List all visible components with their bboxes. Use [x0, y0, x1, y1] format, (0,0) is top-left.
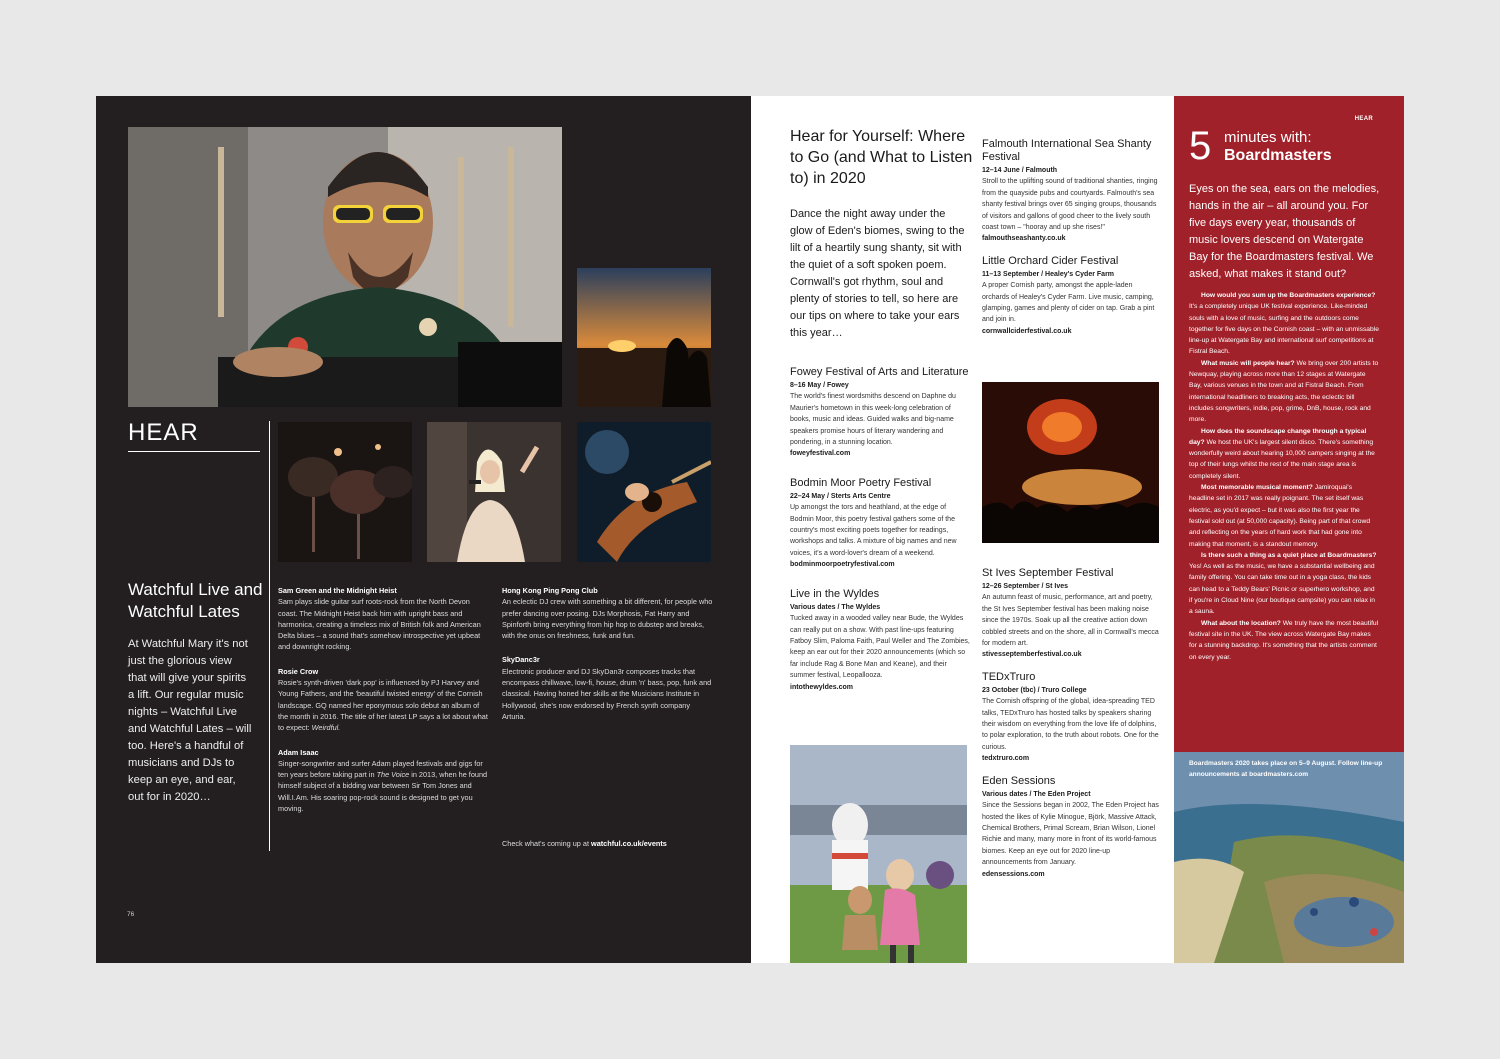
dj-photo [128, 127, 562, 407]
event-title: TEDxTruro [982, 670, 1036, 683]
qa-item: What music will people hear? We bring over 200 artists to Newquay, playing across more than 12 stages at Watergate Bay, various venues in the town and at Fistral Beach. From international headliners to breaking acts, the eclectic bill includes songwriters, indie, pop, grime, DnB, house, rock and more. [1189, 359, 1379, 424]
section-label: HEAR [128, 419, 260, 452]
watchful-intro: At Watchful Mary it's not just the glorious view that will give your spirits a lift. Our regular music nights – Watchful Live and Watchful Lates – will too. Here's a handful of musicians and DJs to keep an eye, and ear, out for in 2020… [128, 638, 252, 803]
event-body: The Cornish offspring of the global, idea-spreading TED talks, TEDxTruro has hosted talks by speakers sharing their wisdom on everything from the love life of dolphins, to polar exploration, to the truth about robots. One for the curious. [982, 698, 1159, 751]
qa-item: What about the location? We truly have the most beautiful festival site in the UK. The view across Watergate Bay makes for a stunning backdrop. It's something that the artists comment on every year. [1189, 619, 1379, 661]
act-text: An eclectic DJ crew with something a bit different, for people who prefer dancing over posing. DJs Morphosis, Fat Harry and Spinforth bring everything from hip hop to dubstep and breaks, with the onus on freshness, funk and fun. [502, 597, 713, 641]
event-body: Since the Sessions began in 2002, The Eden Project has hosted the likes of Kylie Minogue, Björk, Massive Attack, Chemical Brothers, Primal Scream, Brian Wilson, Lionel Richie and many, many more in front of its world-famous biomes. Keep an eye out for 2020 line-up announcements from January. [982, 802, 1159, 867]
event-url[interactable]: falmouthseashanty.co.uk [982, 235, 1066, 243]
event-item [982, 138, 1160, 245]
event-item [982, 671, 1160, 765]
act-name: Sam Green and the Midnight Heist [278, 586, 397, 595]
events-column-right [982, 138, 1160, 337]
sunset-photo [577, 268, 711, 407]
event-title: Bodmin Moor Poetry Festival [790, 476, 932, 489]
act-name: Adam Isaac [278, 747, 319, 757]
act-text: Rosie's synth-driven 'dark pop' is influenced by PJ Harvey and Young Fathers, and the 'beautiful twisted energy' of the Cornish landscape. GQ named her eponymous solo debut an album of the month in 2016. The title of her latest LP says a lot about what to expect: Weirdful. [278, 678, 488, 733]
left-page [96, 96, 751, 963]
act-text: Electronic producer and DJ SkyDan3r composes tracks that encompass chillwave, low-fi, house, drum 'n' bass, pop, funk and classical. Having honed her skills at the Musicians Institute in Hollywood, she's now endorsed by French synth company Arturia. [502, 666, 712, 721]
glasses-photo [278, 422, 412, 562]
event-body: A proper Cornish party, amongst the apple-laden orchards of Healey's Cyder Farm. Live music, camping, glamping, games and plenty of cider on tap. Grab a pint and join in. [982, 282, 1155, 324]
event-title: Falmouth International Sea Shanty Festival [982, 138, 1152, 163]
act-text: Singer-songwriter and surfer Adam played festivals and gigs for ten years before taking part in The Voice in 2013, when he found himself subject of a bidding war between Sir Tom Jones and Will.I.Am. His soaring pop-rock sound is designed to get you moving. [278, 758, 488, 814]
event-url[interactable]: stivesseptemberfestival.co.uk [982, 651, 1082, 659]
heading-line-2: Boardmasters [1224, 147, 1332, 164]
event-meta: Various dates / The Eden Project [982, 790, 1091, 798]
event-title: Eden Sessions [982, 774, 1056, 787]
event-meta: 11–13 September / Healey's Cyder Farm [982, 270, 1115, 278]
act-item [278, 585, 491, 653]
event-item [982, 567, 1160, 661]
right-page [1174, 96, 1404, 963]
event-meta: 12–14 June / Falmouth [982, 167, 1058, 174]
qa-item: Most memorable musical moment? Jamiroquai's headline set in 2017 was really poignant. The set itself was electric, as you'd expect – but it was also the first year the festival sold out (at 50,000 capacity). Being part of that crowd and reflecting on the years of hard work that had gone into making that moment, is a standout memory. [1189, 484, 1371, 548]
event-item [790, 588, 970, 693]
qa-item: How would you sum up the Boardmasters experience? It's a completely unique UK festival experience. Like-minded souls with a love of music, surfing and the outdoors come together for five days on the Cornish coast – with an unmissable line-up at Watergate Bay and international surf competitions at Fistral Beach. [1189, 292, 1379, 356]
feature-intro: Eyes on the sea, ears on the melodies, hands in the air – all around you. For five days every year, thousands of music lovers descend on Watergate Bay for the Boardmasters festival. We asked, what makes it stand out? [1189, 183, 1380, 280]
guitar-photo [577, 422, 711, 562]
page-intro: Dance the night away under the glow of Eden's biomes, swing to the lilt of a heartily sung shanty, sit with the quiet of a soft spoken poem. Cornwall's got rhythm, soul and plenty of stories to tell, so here are our tips on where to take your ears this year… [790, 208, 965, 339]
section-tag: HEAR [1354, 116, 1373, 122]
events-link[interactable]: watchful.co.uk/events [591, 839, 667, 848]
event-body: Up amongst the tors and heathland, at the edge of Bodmin Moor, this poetry festival gathers some of the country's most exciting poets together for readings, workshops and talks. A mixture of big names and new voices, it's a word-lover's dream of a weekend. [790, 504, 957, 557]
qa-block [1189, 290, 1379, 663]
heading-line-1: minutes with: [1224, 129, 1312, 146]
divider-line [269, 421, 270, 851]
acts-column-2 [502, 585, 714, 735]
act-name: Hong Kong Ping Pong Club [502, 586, 598, 595]
act-item [278, 666, 491, 734]
act-text: Sam plays slide guitar surf roots-rock from the North Devon coast. The Midnight Heist back him with upright bass and harmonica, creating a timeless mix of British folk and American Delta blues – a sound that's somehow introspective yet upbeat and downright rocking. [278, 597, 481, 652]
events-column-right-lower [982, 567, 1160, 880]
page-number: 76 [127, 911, 135, 918]
events-note: Check what's coming up at watchful.co.uk/events [502, 839, 667, 848]
qa-item: Is there such a thing as a quiet place at Boardmasters? Yes! As well as the music, we have a substantial wellbeing and family offering. You can take time out in a yoga class, the kids can head to a Teddy Bears' Picnic or superhero workshop, and if you're in Cloud Nine (our boutique campsite) you can relax in a sauna. [1189, 551, 1377, 616]
act-name: Rosie Crow [278, 666, 319, 676]
event-title: Little Orchard Cider Festival [982, 254, 1119, 267]
singer-photo [427, 422, 561, 562]
act-item [502, 585, 714, 641]
act-name: SkyDanc3r [502, 655, 540, 665]
event-body: The world's finest wordsmiths descend on Daphne du Maurier's hometown in this week-long celebration of books, music and ideas. Guided walks and big-name speakers promise hours of literary wandering and pondering, in a stunning location. [790, 393, 956, 447]
acts-column-1 [278, 585, 491, 827]
event-body: Stroll to the uplifting sound of traditional shanties, ringing from the quayside pubs and courtyards. Falmouth's sea shanty festival brings over 65 singing groups, thousands of visitors and gallons of good cheer to the lively south coast town – "hooray and up she rises!" [982, 178, 1158, 232]
event-url[interactable]: tedxtruro.com [982, 755, 1030, 763]
event-title: Fowey Festival of Arts and Literature [790, 366, 969, 378]
event-item [982, 775, 1160, 880]
watchful-heading: Watchful Live and Watchful Lates [128, 580, 263, 621]
event-meta: 8–16 May / Fowey [790, 382, 849, 389]
act-item [502, 654, 714, 722]
page-title: Hear for Yourself: Where to Go (and What to Listen to) in 2020 [790, 128, 973, 187]
magazine-spread [96, 96, 1404, 963]
event-title: St Ives September Festival [982, 567, 1114, 579]
middle-page [751, 96, 1174, 963]
event-url[interactable]: edensessions.com [982, 870, 1045, 878]
event-item [790, 477, 970, 571]
event-url[interactable]: cornwallciderfestival.co.uk [982, 327, 1072, 335]
event-title: Live in the Wyldes [790, 587, 880, 600]
event-body: Tucked away in a wooded valley near Bude, the Wyldes can really put on a show. With past line-ups featuring Fatboy Slim, Paloma Faith, Paul Weller and The Zombies, keep an ear out for their 2020 announcements (which so far include Rag & Bone Man and Keane), and their summer festival, Leopallooza. [790, 615, 970, 680]
aerial-coast-photo [1174, 752, 1404, 963]
event-body: An autumn feast of music, performance, art and poetry, the St Ives September festival has been making noise since the 1970s. Soak up all the creative action down cobbled streets and on the shore, all in Cornwall's mecca for modern art. [982, 594, 1159, 648]
event-item [790, 366, 970, 460]
event-url[interactable]: bodminmoorpoetryfestival.com [790, 561, 895, 569]
footnote: Boardmasters 2020 takes place on 5–9 August. Follow line-up announcements at boardmasters.com [1189, 760, 1383, 778]
act-item [278, 747, 491, 815]
event-meta: 22–24 May / Sterts Arts Centre [790, 492, 891, 500]
big-number: 5 [1189, 124, 1212, 168]
feature-heading [1224, 129, 1332, 165]
event-meta: 12–26 September / St Ives [982, 583, 1068, 590]
event-meta: Various dates / The Wyldes [790, 603, 881, 611]
event-meta: 23 October (tbc) / Truro College [982, 686, 1087, 694]
qa-item: How does the soundscape change through a typical day? We host the UK's largest silent disco. There's something wonderfully weird about hearing 10,000 campers singing at the top of their lungs whilst the rest of the main stage area is completely silent. [1189, 427, 1375, 480]
event-url[interactable]: intothewyldes.com [790, 683, 854, 691]
concert-crowd-photo [982, 382, 1159, 543]
event-url[interactable]: foweyfestival.com [790, 450, 851, 458]
event-item [982, 255, 1160, 337]
events-column-left [790, 366, 970, 693]
festival-kids-photo [790, 745, 967, 963]
